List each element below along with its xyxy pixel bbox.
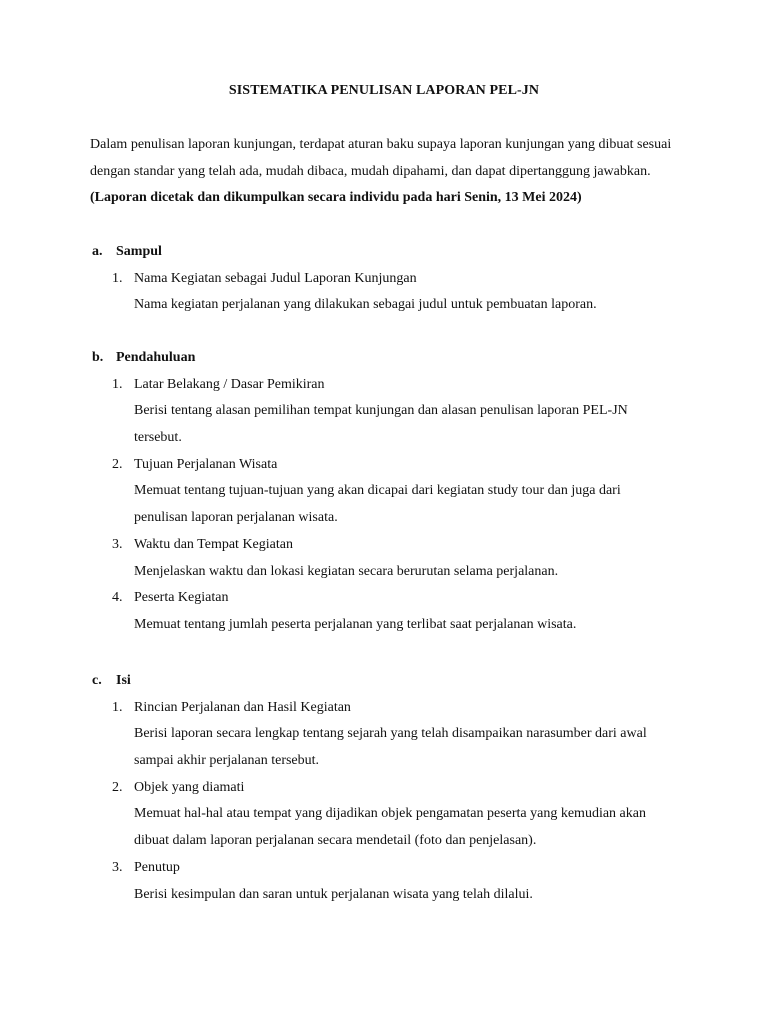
list-item	[92, 532, 692, 585]
list-item	[92, 266, 692, 319]
item-title: Penutup	[134, 859, 180, 875]
item-title: Tujuan Perjalanan Wisata	[134, 456, 278, 472]
list-item	[92, 775, 692, 855]
section-heading	[92, 668, 692, 695]
section-isi	[92, 668, 692, 908]
item-description: Memuat tentang tujuan-tujuan yang akan dicapai dari kegiatan study tour dan juga dari penulisan laporan perjalanan wisata.	[134, 483, 621, 526]
list-item	[92, 372, 692, 452]
item-number: 3.	[112, 859, 123, 875]
section-title: Isi	[116, 673, 131, 688]
document-title: SISTEMATIKA PENULISAN LAPORAN PEL-JN	[228, 83, 540, 98]
intro-note: (Laporan dicetak dan dikumpulkan secara individu pada hari Senin, 13 Mei 2024)	[90, 190, 582, 206]
list-item	[92, 695, 692, 775]
section-heading	[92, 239, 692, 266]
item-title: Latar Belakang / Dasar Pemikiran	[134, 376, 325, 392]
section-letter: a.	[92, 244, 103, 259]
item-number: 1.	[112, 376, 123, 392]
section-sampul	[92, 239, 692, 319]
item-number: 1.	[112, 270, 123, 286]
item-title: Rincian Perjalanan dan Hasil Kegiatan	[134, 699, 351, 715]
item-description: Menjelaskan waktu dan lokasi kegiatan secara berurutan selama perjalanan.	[134, 563, 559, 579]
item-description: Nama kegiatan perjalanan yang dilakukan sebagai judul untuk pembuatan laporan.	[134, 297, 597, 313]
item-number: 4.	[112, 590, 123, 606]
section-pendahuluan	[92, 345, 692, 639]
item-description: Berisi tentang alasan pemilihan tempat kunjungan dan alasan penulisan laporan PEL-JN tersebut.	[134, 403, 628, 446]
list-item	[92, 855, 692, 908]
section-letter: b.	[92, 350, 104, 365]
item-title: Nama Kegiatan sebagai Judul Laporan Kunjungan	[134, 270, 417, 286]
item-number: 3.	[112, 536, 123, 552]
item-description: Berisi laporan secara lengkap tentang sejarah yang telah disampaikan narasumber dari awal sampai akhir perjalanan tersebut.	[134, 726, 647, 769]
item-title: Objek yang diamati	[134, 779, 245, 795]
section-letter: c.	[92, 673, 102, 688]
item-description: Berisi kesimpulan dan saran untuk perjalanan wisata yang telah dilalui.	[134, 886, 533, 902]
list-item	[92, 585, 692, 638]
item-title: Peserta Kegiatan	[134, 590, 229, 606]
list-item	[92, 452, 692, 532]
item-number: 1.	[112, 699, 123, 715]
item-number: 2.	[112, 779, 123, 795]
section-title: Sampul	[116, 244, 162, 259]
item-number: 2.	[112, 456, 123, 472]
item-title: Waktu dan Tempat Kegiatan	[134, 536, 293, 552]
section-title: Pendahuluan	[116, 350, 196, 365]
intro-paragraph	[90, 132, 680, 212]
section-heading	[92, 345, 692, 372]
intro-text: Dalam penulisan laporan kunjungan, terdapat aturan baku supaya laporan kunjungan yang dibuat sesuai dengan standar yang telah ada, mudah dibaca, mudah dipahami, dan dapat dipertanggung jawabkan.	[90, 137, 672, 179]
item-description: Memuat tentang jumlah peserta perjalanan yang terlibat saat perjalanan wisata.	[134, 616, 577, 632]
item-description: Memuat hal-hal atau tempat yang dijadikan objek pengamatan peserta yang kemudian akan dibuat dalam laporan perjalanan secara mendetail (foto dan penjelasan).	[134, 806, 646, 849]
